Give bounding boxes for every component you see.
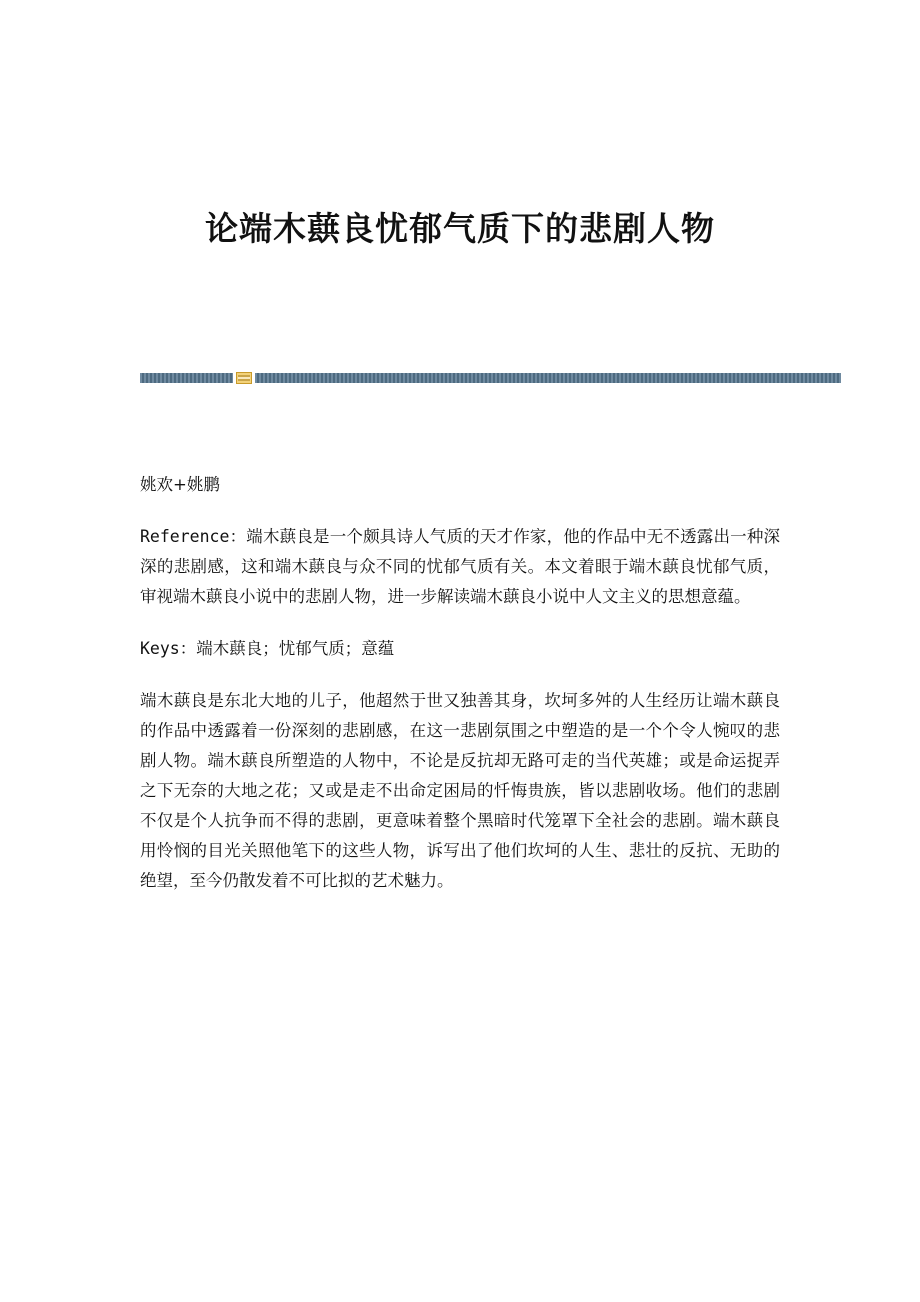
keywords-text: 端木蕻良；忧郁气质；意蕴 <box>196 639 395 658</box>
abstract-label: Reference： <box>140 527 247 546</box>
abstract-text: 端木蕻良是一个颇具诗人气质的天才作家，他的作品中无不透露出一种深深的悲剧感，这和端木蕻良与众不同的忧郁气质有关。本文着眼于端木蕻良忧郁气质，审视端木蕻良小说中的悲剧人物，进一步解读端木蕻良小说中人文主义的思想意蕴。 <box>140 527 781 606</box>
page-title: 论端木蕻良忧郁气质下的悲剧人物 <box>205 209 715 248</box>
keywords-label: Keys： <box>140 639 197 658</box>
keywords-paragraph <box>140 634 780 664</box>
body-paragraph: 端木蕻良是东北大地的儿子，他超然于世又独善其身，坎坷多舛的人生经历让端木蕻良的作品中透露着一份深刻的悲剧感，在这一悲剧氛围之中塑造的是一个个令人惋叹的悲剧人物。端木蕻良所塑造的人物中，不论是反抗却无路可走的当代英雄；或是命运捉弄之下无奈的大地之花；又或是走不出命定困局的忏悔贵族，皆以悲剧收场。他们的悲剧不仅是个人抗争而不得的悲剧，更意味着整个黑暗时代笼罩下全社会的悲剧。端木蕻良用怜悯的目光关照他笔下的这些人物，诉写出了他们坎坷的人生、悲壮的反抗、无助的绝望，至今仍散发着不可比拟的艺术魅力。 <box>140 691 780 890</box>
title-divider-right <box>255 373 841 383</box>
title-divider-left <box>140 373 233 383</box>
abstract-paragraph <box>140 522 780 612</box>
divider-ornament-icon <box>236 372 252 384</box>
document-body <box>140 470 780 918</box>
authors: 姚欢+姚鹏 <box>140 475 220 494</box>
